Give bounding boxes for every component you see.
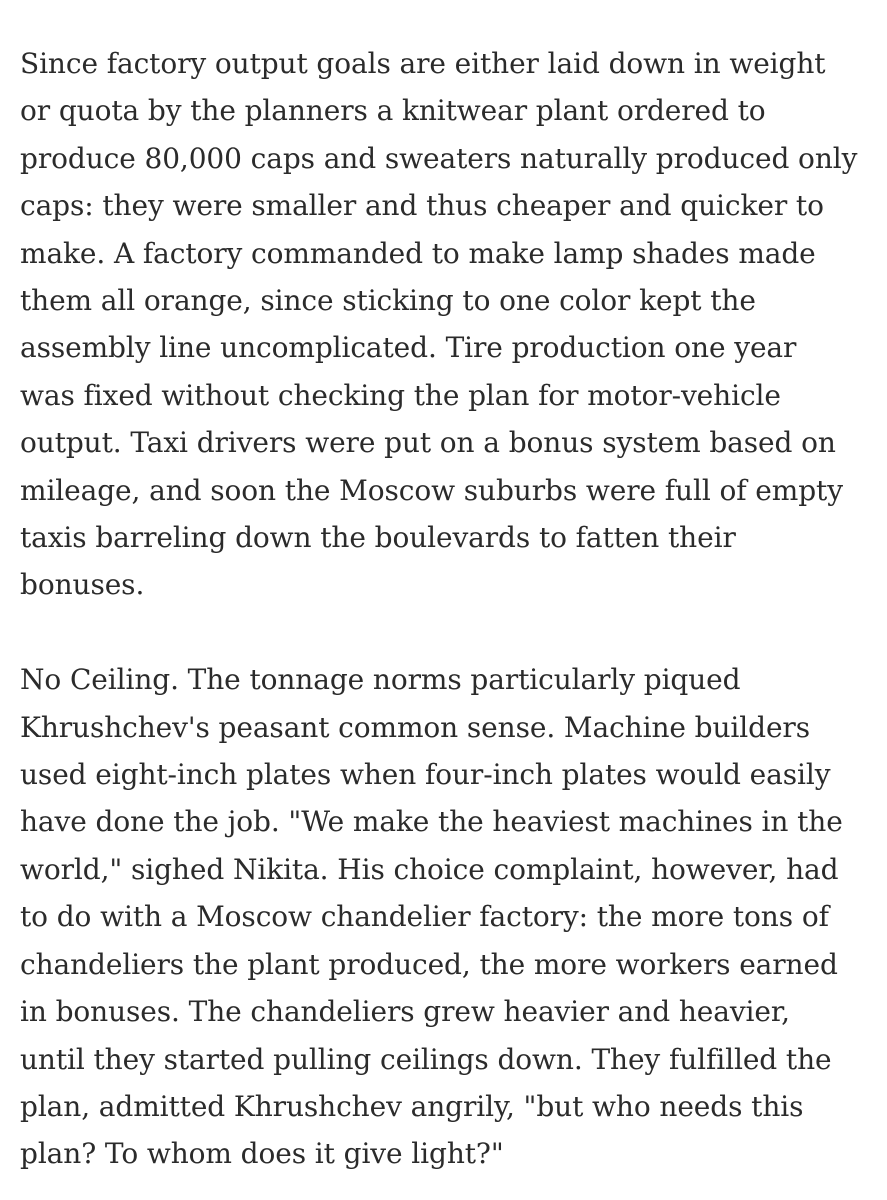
text-line: make. A factory commanded to make lamp shades made — [20, 236, 816, 270]
text-line: to do with a Moscow chandelier factory: the more tons of — [20, 900, 829, 934]
text-line: have done the job. "We make the heaviest machines in the — [20, 805, 843, 839]
text-line: output. Taxi drivers were put on a bonus system based on — [20, 426, 836, 460]
text-line: plan, admitted Khrushchev angrily, "but who needs this — [20, 1089, 804, 1123]
text-line: was fixed without checking the plan for motor-vehicle — [20, 378, 781, 412]
paragraph-no-ceiling — [20, 656, 875, 1177]
paragraph-factory-output — [20, 40, 875, 609]
text-line: caps: they were smaller and thus cheaper and quicker to — [20, 189, 824, 223]
text-line: world," sighed Nikita. His choice complaint, however, had — [20, 852, 839, 886]
text-line: until they started pulling ceilings down. They fulfilled the — [20, 1042, 832, 1076]
text-line: mileage, and soon the Moscow suburbs were full of empty — [20, 473, 843, 507]
text-line: No Ceiling. The tonnage norms particularly piqued — [20, 663, 741, 697]
text-line: or quota by the planners a knitwear plant ordered to — [20, 94, 766, 128]
text-line: taxis barreling down the boulevards to fatten their — [20, 521, 736, 555]
article-body — [20, 40, 875, 1178]
text-line: them all orange, since sticking to one color kept the — [20, 284, 756, 318]
text-line: assembly line uncomplicated. Tire production one year — [20, 331, 797, 365]
text-line: plan? To whom does it give light?" — [20, 1137, 504, 1171]
text-line: produce 80,000 caps and sweaters naturally produced only — [20, 141, 858, 175]
text-line: Since factory output goals are either laid down in weight — [20, 47, 826, 80]
text-line: used eight-inch plates when four-inch plates would easily — [20, 758, 831, 792]
text-line: chandeliers the plant produced, the more workers earned — [20, 947, 838, 981]
text-line: bonuses. — [20, 568, 145, 602]
text-line: Khrushchev's peasant common sense. Machine builders — [20, 710, 810, 744]
text-line: in bonuses. The chandeliers grew heavier and heavier, — [20, 995, 790, 1029]
